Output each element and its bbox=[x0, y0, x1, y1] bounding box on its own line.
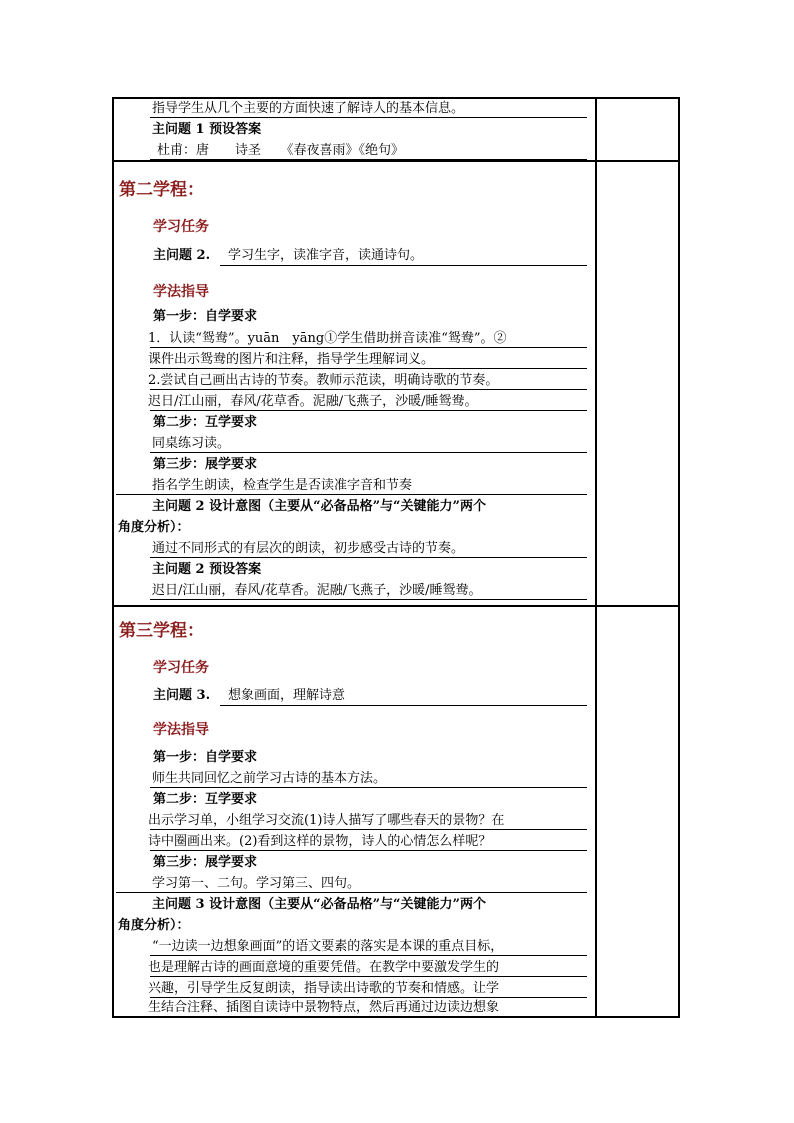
section3-design-line2: 角度分析）： bbox=[118, 918, 190, 933]
underline bbox=[150, 410, 587, 411]
section3-step1-text: 师生共同回忆之前学习古诗的基本方法。 bbox=[152, 771, 387, 786]
section3-design-line1: 主问题 3 设计意图（主要从“必备品格”与“关键能力”两个 bbox=[152, 897, 487, 912]
section3-step2-line2: 诗中圈画出来。(2)看到这样的景物，诗人的心情怎么样呢？ bbox=[148, 834, 492, 849]
section3-step2-label: 第二步：互学要求 bbox=[153, 792, 258, 807]
underline bbox=[150, 347, 587, 348]
section3-design-p3: 兴趣，引导学生反复朗读，指导读出诗歌的节奏和情感。让学 bbox=[148, 981, 500, 996]
row-divider-1 bbox=[114, 160, 678, 162]
section3-step1-label: 第一步：自学要求 bbox=[153, 750, 258, 765]
section2-method-label: 学法指导 bbox=[153, 284, 209, 300]
section3-step3-label: 第三步：展学要求 bbox=[153, 855, 258, 870]
underline bbox=[116, 892, 587, 893]
underline bbox=[150, 557, 587, 558]
row-divider-2 bbox=[114, 605, 678, 607]
section3-method-label: 学法指导 bbox=[153, 722, 209, 738]
underline bbox=[150, 976, 587, 977]
underline bbox=[220, 705, 587, 706]
underline bbox=[150, 368, 587, 369]
underline bbox=[116, 494, 587, 495]
section3-heading: 第三学程： bbox=[119, 621, 204, 641]
section2-step1-line4: 迟日/江山丽，春风/花草香。泥融/飞燕子，沙暖/睡鸳鸯。 bbox=[148, 394, 478, 409]
section3-question-text: 想象画面，理解诗意 bbox=[228, 688, 346, 703]
section2-step2-label: 第二步：互学要求 bbox=[153, 415, 258, 430]
section2-question-text: 学习生字，读准字音，读通诗句。 bbox=[228, 248, 424, 263]
underline bbox=[150, 159, 587, 160]
underline bbox=[150, 599, 587, 600]
section2-step1-line3: 2.尝试自己画出古诗的节奏。教师示范读，明确诗歌的节奏。 bbox=[148, 373, 499, 388]
section2-design-line2: 角度分析）： bbox=[118, 520, 190, 535]
underline bbox=[150, 787, 587, 788]
section3-step2-line1: 出示学习单，小组学习交流(1)诗人描写了哪些春天的景物？在 bbox=[148, 813, 505, 828]
section1-line1: 指导学生从几个主要的方面快速了解诗人的基本信息。 bbox=[152, 101, 465, 116]
underline bbox=[150, 850, 587, 851]
section3-task-label: 学习任务 bbox=[153, 660, 209, 676]
section2-design-text: 通过不同形式的有层次的朗读，初步感受古诗的节奏。 bbox=[152, 541, 465, 556]
section2-design-line1: 主问题 2 设计意图（主要从“必备品格”与“关键能力”两个 bbox=[152, 499, 487, 514]
underline bbox=[150, 117, 587, 118]
underline bbox=[150, 955, 587, 956]
section1-answer-text: 杜甫：唐 诗圣 《春夜喜雨》《绝句》 bbox=[157, 143, 405, 158]
underline bbox=[150, 997, 587, 998]
section2-task-label: 学习任务 bbox=[153, 219, 209, 235]
section2-step3-text: 指名学生朗读，检查学生是否读准字音和节奏 bbox=[152, 478, 413, 493]
section1-answer-label: 主问题 1 预设答案 bbox=[152, 122, 262, 137]
section3-step3-text: 学习第一、二句。学习第三、四句。 bbox=[152, 876, 361, 891]
section3-design-p2: 也是理解古诗的画面意境的重要凭借。在教学中要激发学生的 bbox=[148, 960, 500, 975]
section2-answer-text: 迟日/江山丽，春风/花草香。泥融/飞燕子，沙暖/睡鸳鸯。 bbox=[152, 583, 482, 598]
underline bbox=[220, 265, 587, 266]
section2-step2-text: 同桌练习读。 bbox=[152, 436, 231, 451]
section2-question-label: 主问题 2. bbox=[153, 248, 211, 263]
column-divider bbox=[595, 99, 597, 1016]
section2-step1-line2: 课件出示鸳鸯的图片和注释，指导学生理解词义。 bbox=[148, 352, 435, 367]
section3-design-p4: 生结合注释、插图自读诗中景物特点，然后再通过边读边想象 bbox=[148, 1000, 500, 1015]
section3-question-label: 主问题 3. bbox=[153, 688, 211, 703]
section2-step3-label: 第三步：展学要求 bbox=[153, 457, 258, 472]
section3-design-p1: “一边读一边想象画面”的语文要素的落实是本课的重点目标， bbox=[152, 939, 504, 954]
underline bbox=[150, 389, 587, 390]
section2-answer-label: 主问题 2 预设答案 bbox=[152, 562, 262, 577]
section2-step1-line1: 1．认读“鸳鸯”。yuān yāng①学生借助拼音读准“鸳鸯”。② bbox=[148, 331, 507, 346]
underline bbox=[150, 452, 587, 453]
underline bbox=[150, 829, 587, 830]
section2-heading: 第二学程： bbox=[119, 180, 204, 200]
section2-step1-label: 第一步：自学要求 bbox=[153, 309, 258, 324]
